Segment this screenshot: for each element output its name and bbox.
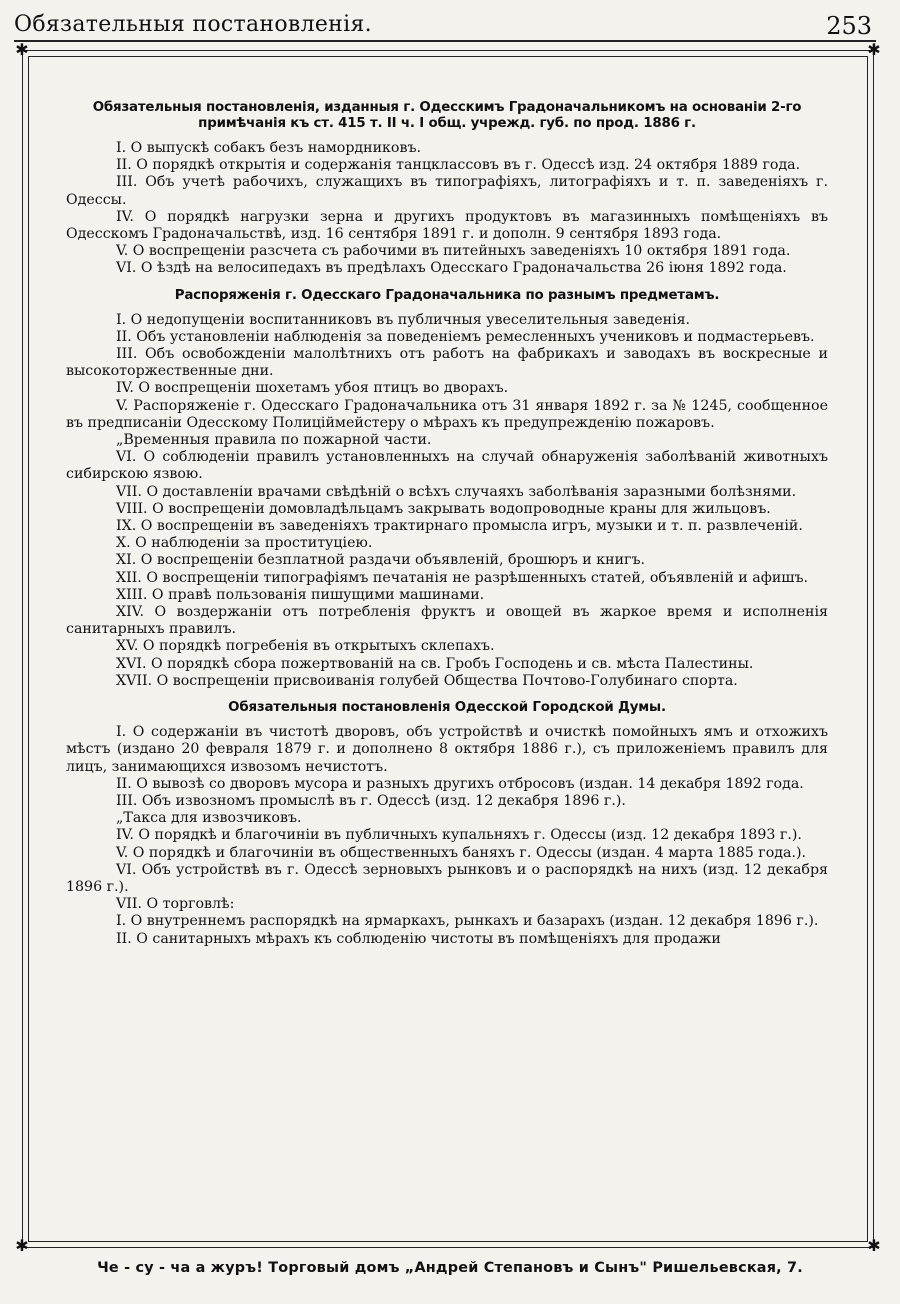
header-rule [14,40,876,42]
list-item: VI. О ѣздѣ на велосипедахъ въ предѣлахъ Одесскаго Градоначальства 26 іюня 1892 года. [116,260,787,277]
list-item: VIII. О воспрещеніи домовладѣльцамъ закрывать водопроводные краны для жильцовъ. [116,500,771,517]
list-item: XIII. О правѣ пользованія пишущими машинами. [116,586,485,603]
list-item: III. Объ извозномъ промыслѣ въ г. Одессѣ (изд. 12 декабря 1896 г.). [116,792,626,809]
list-item: XI. О воспрещеніи безплатной раздачи объявленій, брошюръ и книгъ. [116,552,646,569]
list-item: I. О содержаніи въ чистотѣ дворовъ, объ устройствѣ и очисткѣ помойныхъ ямъ и отхожихъ мѣстъ (издано 20 февраля 1879 г. и дополнено 8 октября 1886 г.), съ приложеніемъ правилъ для лицъ, занимающихся извозомъ нечистотъ. [66,724,828,775]
list-item: II. О санитарныхъ мѣрахъ къ соблюденію чистоты въ помѣщеніяхъ для продажи [116,930,721,947]
footer-advertisement: Че - су - ча а журъ! Торговый домъ „Андрей Степановъ и Сынъ" Ришельевская, 7. [97,1260,803,1276]
section-city-governor-decrees [66,100,828,278]
section-items [66,724,828,948]
list-item: II. О порядкѣ открытія и содержанія танцклассовъ въ г. Одессѣ изд. 24 октября 1889 года. [116,157,801,174]
corner-ornament-icon: ✱ [867,1236,881,1255]
corner-ornament-icon: ✱ [15,40,29,59]
corner-ornament-icon: ✱ [867,40,881,59]
list-item: XII. О воспрещеніи типографіямъ печатанія не разрѣшенныхъ статей, объявленій и афишъ. [116,569,809,586]
list-item: I. О выпускѣ собакъ безъ намордниковъ. [116,140,421,156]
section-title: Обязательныя постановленія, изданныя г. Одесскимъ Градоначальникомъ на основаніи 2-го примѣчанія къ ст. 415 т. II ч. I общ. учрежд. губ. по прод. 1886 г. [92,100,802,131]
list-item: II. О вывозѣ со дворовъ мусора и разныхъ другихъ отбросовъ (издан. 14 декабря 1892 года. [116,775,804,792]
list-item: IV. О порядкѣ нагрузки зерна и другихъ продуктовъ въ магазинныхъ помѣщеніяхъ въ Одесскомъ Градоначальствѣ, изд. 16 сентября 1891 г. и дополн. 9 сентября 1893 года. [66,208,828,243]
list-item: X. О наблюденіи за проституціею. [116,535,373,552]
corner-ornament-icon: ✱ [15,1236,29,1255]
section-items [66,140,828,278]
list-item: IX. О воспрещеніи въ заведеніяхъ трактирнаго промысла игръ, музыки и т. п. развлеченій. [116,518,803,535]
running-head [14,6,872,40]
page-content [66,100,828,948]
list-item: XVII. О воспрещеніи присвоиванія голубей Общества Почтово-Голубинаго спорта. [116,672,738,689]
section-governor-orders [66,288,828,690]
list-item: IV. О порядкѣ и благочиніи въ публичныхъ купальняхъ г. Одессы (изд. 12 декабря 1893 г.). [116,827,802,844]
list-item: I. О недопущеніи воспитанниковъ въ публичныя увеселительныя заведенія. [116,311,691,328]
list-item: VI. О соблюденіи правилъ установленныхъ на случай обнаруженія заболѣваній животныхъ сибирскою язвою. [66,449,828,483]
list-item: II. Объ установленіи наблюденія за поведеніемъ ремесленныхъ учениковъ и подмастерьевъ. [116,328,815,345]
section-title: Обязательныя постановленія Одесской Городской Думы. [228,700,666,716]
list-item: IV. О воспрещеніи шохетамъ убоя птицъ во дворахъ. [116,380,509,397]
list-item: VII. О доставленіи врачами свѣдѣній о всѣхъ случаяхъ заболѣванія заразными болѣзнями. [116,483,797,500]
list-item: V. Распоряженіе г. Одесскаго Градоначальника отъ 31 января 1892 г. за № 1245, сообщенное въ предписаніи Одесскому Полиціймейстеру о мѣрахъ къ предупрежденію пожаровъ. [66,397,828,431]
running-title: Обязательныя постановленія. [14,12,372,37]
list-item: XIV. О воздержаніи отъ потребленія фруктъ и овощей въ жаркое время и исполненія санитарныхъ правилъ. [66,604,828,638]
list-item: XV. О порядкѣ погребенія въ открытыхъ склепахъ. [116,638,495,655]
section-city-duma-decrees [66,700,828,948]
list-item: „Временныя правила по пожарной части. [116,432,432,449]
list-item: „Такса для извозчиковъ. [116,810,302,827]
section-items [66,312,828,690]
page-number: 253 [826,12,872,40]
list-item: III. Объ освобожденіи малолѣтнихъ отъ работъ на фабрикахъ и заводахъ въ воскресные и высокоторжественные дни. [66,346,828,380]
list-item: V. О воспрещеніи разсчета съ рабочими въ питейныхъ заведеніяхъ 10 октября 1891 года. [116,243,791,260]
list-item: XVI. О порядкѣ сбора пожертвованій на св. Гробъ Господень и св. мѣста Палестины. [116,655,754,672]
list-item: VII. О торговлѣ: [116,896,235,913]
list-item: VI. Объ устройствѣ въ г. Одессѣ зерновыхъ рынковъ и о распорядкѣ на нихъ (изд. 12 декабря 1896 г.). [66,861,828,895]
list-item: V. О порядкѣ и благочиніи въ общественныхъ баняхъ г. Одессы (издан. 4 марта 1885 года.). [116,844,807,861]
list-item: III. Объ учетѣ рабочихъ, служащихъ въ типографіяхъ, литографіяхъ и т. п. заведеніяхъ г. Одессы. [66,174,828,208]
list-item: I. О внутреннемъ распорядкѣ на ярмаркахъ, рынкахъ и базарахъ (издан. 12 декабря 1896 г.). [116,913,819,930]
section-title: Распоряженія г. Одесскаго Градоначальника по разнымъ предметамъ. [174,287,720,303]
